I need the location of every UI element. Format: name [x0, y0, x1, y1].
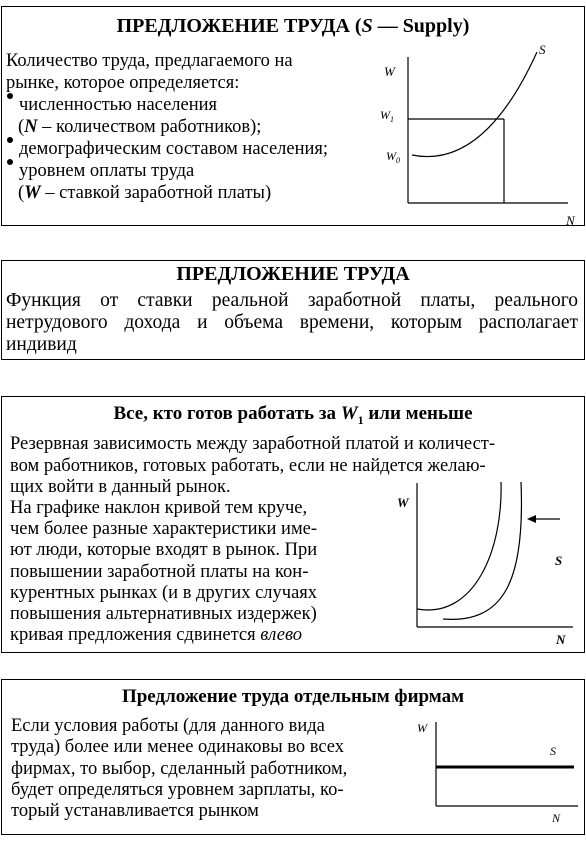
text-line: чем более разные характеристики име- [10, 519, 318, 539]
supply-curve-original [443, 482, 521, 619]
text-line: будет определяться уровнем зарплаты, ко- [11, 780, 344, 800]
shifting-supply-graph [395, 479, 575, 654]
axis-label-n: N [556, 632, 566, 647]
text-line: рынке, которое определяется: [6, 73, 240, 93]
curve-label-s: S [539, 42, 546, 57]
firm-supply-graph [412, 716, 582, 826]
card-firm-labor-supply [1, 679, 585, 835]
axis-label-n: N [552, 811, 561, 825]
text-line: щих войти в данный рынок. [10, 477, 231, 497]
axis-label-w: W [397, 495, 409, 510]
text-line: повышения альтернативных издержек) [10, 604, 317, 624]
card-title: ПРЕДЛОЖЕНИЕ ТРУДА (S — Supply) [116, 15, 470, 37]
supply-curve-graph [372, 27, 582, 227]
curve-label-s: S [555, 553, 563, 568]
text-line: ют люди, которые входят в рынок. При [10, 540, 318, 560]
text-line: (W – ставкой заработной платы) [18, 183, 272, 203]
card-title: Предложение труда отдельным фирмам [121, 686, 465, 707]
card-title: ПРЕДЛОЖЕНИЕ ТРУДА [176, 263, 410, 285]
definition-text: Функция от ставки реальной заработной платы, реального нетрудового дохода и объема времени, которым располагает индивид [6, 290, 578, 355]
bullet-icon [7, 137, 13, 143]
text-line: торый устанавливается рынком [11, 801, 259, 821]
supply-curve [412, 52, 537, 157]
text-line: повышении заработной платы на кон- [10, 562, 309, 582]
text-line: Резервная зависимость между заработной платой и количест- [10, 434, 496, 454]
bullet-item-population: численностью населения [19, 95, 218, 115]
text-line: курентных рынках (и в других случаях [10, 583, 318, 603]
card-reservation-curve [1, 396, 585, 653]
axis-label-w0: $W_0$ [386, 149, 400, 165]
text-line: На графике наклон кривой тем круче, [10, 498, 308, 518]
bullet-icon [7, 159, 13, 165]
axis-label-w1: $W_1$ [380, 108, 394, 124]
text-line: труда) более или менее одинаковы во всех [11, 737, 345, 757]
bullet-icon [7, 93, 13, 99]
curve-label-s: S [550, 744, 556, 758]
axis-label-w: W [384, 64, 395, 79]
card-labor-supply-definition [1, 260, 585, 360]
axis-label-w: W [417, 721, 427, 735]
bullet-item-demography: демографическим составом населения; [19, 139, 329, 159]
axis-label-n: N [566, 213, 575, 228]
text-line: Количество труда, предлагаемого на [6, 51, 293, 71]
text-line: (N – количеством работников); [18, 117, 262, 137]
bullet-item-wage: уровнем оплаты труда [19, 161, 195, 181]
shift-arrow-head-icon [527, 515, 536, 523]
card-title: Все, кто готов работать за $W_1$ или меньше [113, 403, 473, 427]
text-line: кривая предложения сдвинется влево [10, 625, 303, 645]
card-labor-supply [1, 6, 585, 226]
text-line: Если условия работы (для данного вида [11, 716, 325, 736]
text-line: вом работников, готовых работать, если не найдется желаю- [10, 456, 486, 476]
text-line: фирмах, то выбор, сделанный работником, [11, 759, 348, 779]
supply-curve-shifted [417, 482, 501, 610]
